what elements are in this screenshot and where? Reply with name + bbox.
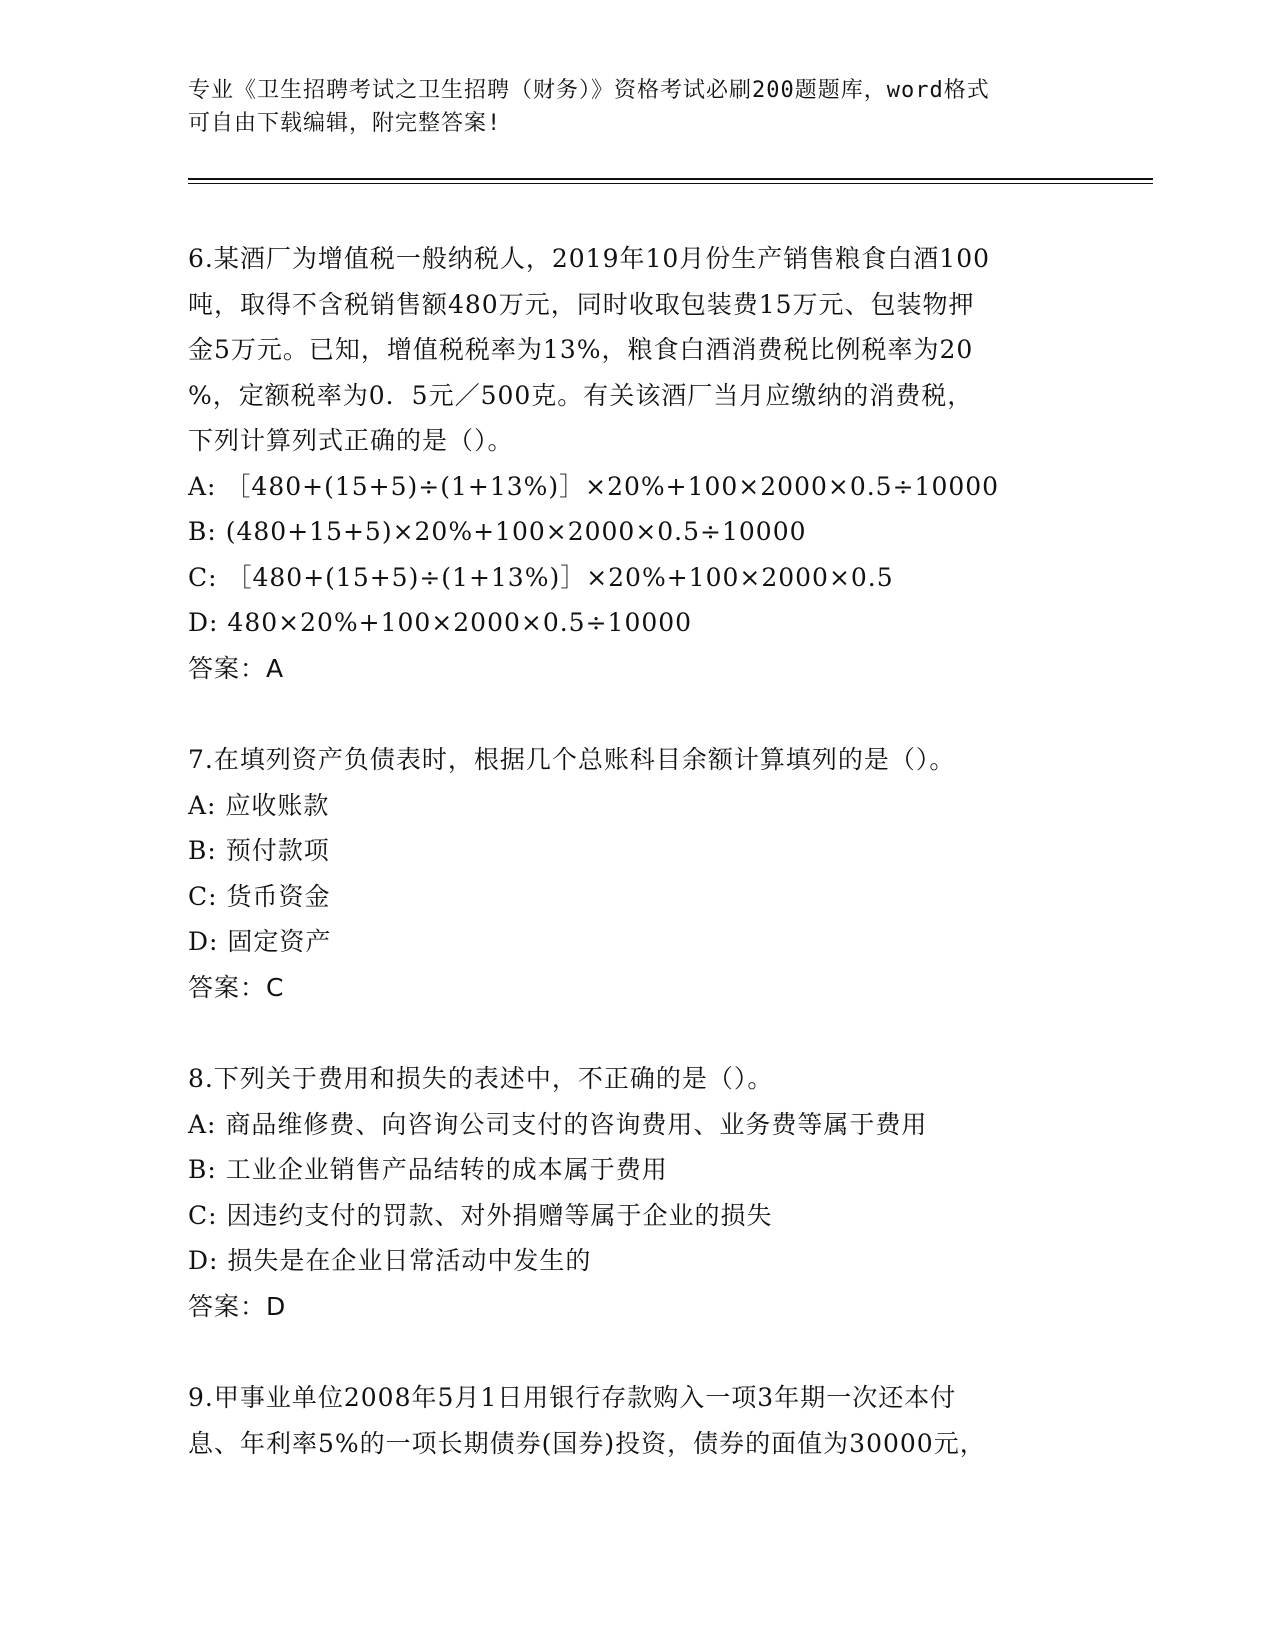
option-b: B: 预付款项 xyxy=(188,836,330,865)
document-header xyxy=(188,74,1068,140)
question-stem xyxy=(188,236,1088,464)
header-title-line-2: 可自由下载编辑，附完整答案! xyxy=(188,111,502,136)
header-title-line-1: 专业《卫生招聘考试之卫生招聘（财务）》资格考试必刷200题题库，word格式 xyxy=(188,78,990,103)
question-stem xyxy=(188,1375,1088,1466)
stem-line: 7.在填列资产负债表时，根据几个总账科目余额计算填列的是（）。 xyxy=(188,745,956,774)
option-a: A: 应收账款 xyxy=(188,790,330,820)
stem-line: 息、年利率5%的一项长期债券(国券)投资，债券的面值为30000元， xyxy=(188,1428,986,1458)
question-stem xyxy=(188,1056,1088,1102)
answer-line: 答案：A xyxy=(188,653,285,683)
option-a: A: ［480+(15+5)÷(1+13%)］×20%+100×2000×0.5÷10000 xyxy=(188,471,1000,501)
stem-line: 吨，取得不含税销售额480万元，同时收取包装费15万元、包装物押 xyxy=(188,289,975,319)
stem-line: 8.下列关于费用和损失的表述中，不正确的是（）。 xyxy=(188,1064,774,1093)
option-b: B: (480+15+5)×20%+100×2000×0.5÷10000 xyxy=(188,517,807,546)
option-c: C: 因违约支付的罚款、对外捐赠等属于企业的损失 xyxy=(188,1200,773,1230)
stem-line: 下列计算列式正确的是（）。 xyxy=(188,426,514,455)
question-6 xyxy=(188,236,1088,691)
question-9 xyxy=(188,1375,1088,1466)
question-stem xyxy=(188,737,1088,783)
header-divider-thin xyxy=(188,183,1153,184)
option-c: C: ［480+(15+5)÷(1+13%)］×20%+100×2000×0.5 xyxy=(188,562,894,592)
question-8 xyxy=(188,1056,1088,1329)
stem-line: 金5万元。已知，增值税税率为13%，粮食白酒消费税比例税率为20 xyxy=(188,335,974,364)
option-d: D: 480×20%+100×2000×0.5÷10000 xyxy=(188,608,693,637)
stem-line: %，定额税率为0．5元／500克。有关该酒厂当月应缴纳的消费税， xyxy=(188,380,974,410)
question-7 xyxy=(188,737,1088,1010)
option-b: B: 工业企业销售产品结转的成本属于费用 xyxy=(188,1155,668,1184)
stem-line: 6.某酒厂为增值税一般纳税人，2019年10月份生产销售粮食白酒100 xyxy=(188,244,991,273)
answer-line: 答案：C xyxy=(188,972,285,1002)
option-a: A: 商品维修费、向咨询公司支付的咨询费用、业务费等属于费用 xyxy=(188,1109,928,1139)
header-divider-thick xyxy=(188,178,1153,180)
option-d: D: 损失是在企业日常活动中发生的 xyxy=(188,1246,592,1275)
option-d: D: 固定资产 xyxy=(188,927,332,956)
option-c: C: 货币资金 xyxy=(188,881,331,911)
answer-line: 答案：D xyxy=(188,1291,287,1321)
stem-line: 9.甲事业单位2008年5月1日用银行存款购入一项3年期一次还本付 xyxy=(188,1383,957,1412)
question-list xyxy=(188,236,1088,1512)
